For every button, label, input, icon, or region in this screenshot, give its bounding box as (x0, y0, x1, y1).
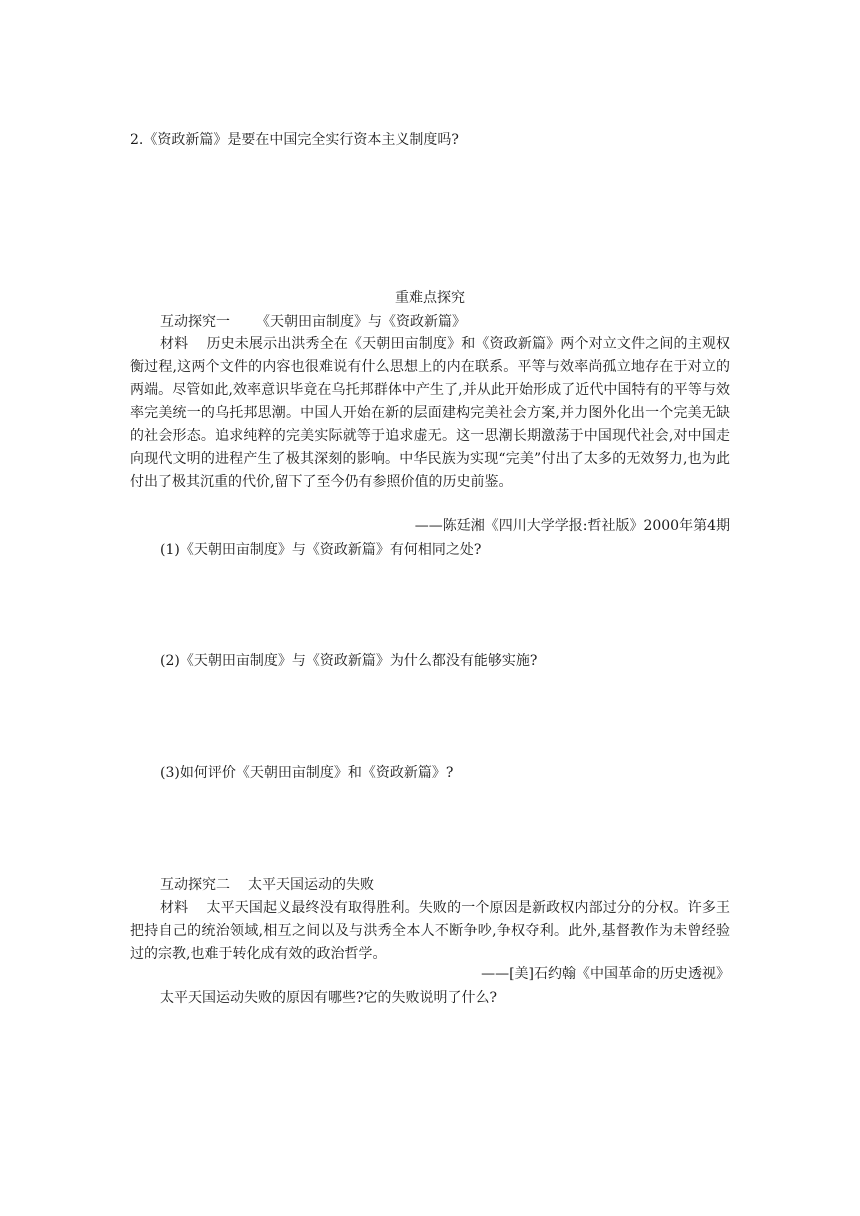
inquiry-1-question-1: (1)《天朝田亩制度》与《资政新篇》有何相同之处? (160, 542, 482, 558)
inquiry-2-topic: 太平天国运动的失败 (248, 877, 374, 893)
section-title: 重难点探究 (395, 290, 465, 306)
material-2-label: 材料 (160, 900, 189, 916)
inquiry-2-heading (160, 874, 730, 896)
inquiry-1-topic: 《天朝田亩制度》与《资政新篇》 (256, 314, 466, 330)
inquiry-1-heading (160, 311, 730, 333)
inquiry-1-question-3: (3)如何评价《天朝田亩制度》和《资政新篇》? (160, 765, 454, 781)
inquiry-1-material (130, 333, 730, 494)
inquiry-2-question: 太平天国运动失败的原因有哪些?它的失败说明了什么? (160, 990, 498, 1006)
inquiry-1-question-2: (2)《天朝田亩制度》与《资政新篇》为什么都没有能够实施? (160, 653, 538, 669)
material-2-source: ——[美]石约翰《中国革命的历史透视》 (481, 966, 730, 982)
material-1-source: ——陈廷湘《四川大学学报:哲社版》2000年第4期 (414, 518, 730, 534)
material-1-label: 材料 (160, 336, 189, 352)
inquiry-2-material (130, 897, 730, 966)
inquiry-2-label: 互动探究二 (160, 877, 230, 893)
question-2: 2.《资政新篇》是要在中国完全实行资本主义制度吗? (130, 132, 459, 148)
material-2-text: 太平天国起义最终没有取得胜利。失败的一个原因是新政权内部过分的分权。许多王把持自己的统治领域,相互之间以及与洪秀全本人不断争吵,争权夺利。此外,基督教作为未曾经验过的宗教,也难于转化成有效的政治哲学。 (130, 900, 731, 962)
inquiry-1-label: 互动探究一 (160, 314, 230, 330)
material-1-text: 历史未展示出洪秀全在《天朝田亩制度》和《资政新篇》两个对立文件之间的主观权衡过程,这两个文件的内容也很难说有什么思想上的内在联系。平等与效率尚孤立地存在于对立的两端。尽管如此,效率意识毕竟在乌托邦群体中产生了,并从此开始形成了近代中国特有的平等与效率完美统一的乌托邦思潮。中国人开始在新的层面建构完美社会方案,并力图外化出一个完美无缺的社会形态。追求纯粹的完美实际就等于追求虚无。这一思潮长期激荡于中国现代社会,对中国走向现代文明的进程产生了极其深刻的影响。中华民族为实现“完美”付出了太多的无效努力,也为此付出了极其沉重的代价,留下了至今仍有参照价值的历史前鉴。 (130, 336, 731, 490)
